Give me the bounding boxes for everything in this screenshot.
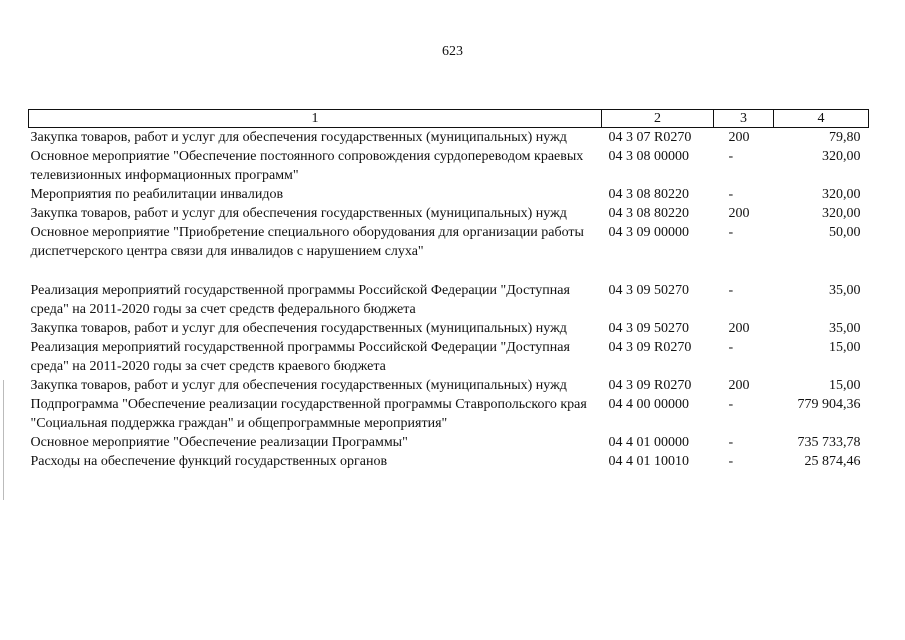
header-col-2: 2 xyxy=(602,110,714,128)
row-amount: 320,00 xyxy=(822,206,861,221)
table-row xyxy=(29,223,869,261)
row-amount: 15,00 xyxy=(829,378,861,393)
row-type: - xyxy=(728,397,734,412)
row-code: 04 3 09 50270 xyxy=(608,283,689,298)
row-name: Основное мероприятие "Приобретение специального оборудования для организации работы диспетчерского центра связи для инвалидов с нарушением слуха" xyxy=(30,225,584,259)
header-col-1: 1 xyxy=(29,110,602,128)
table-row xyxy=(29,185,869,204)
row-amount: 320,00 xyxy=(822,149,861,164)
row-name: Закупка товаров, работ и услуг для обеспечения государственных (муниципальных) нужд xyxy=(30,130,567,145)
row-amount: 735 733,78 xyxy=(797,435,861,450)
row-amount: 779 904,36 xyxy=(797,397,861,412)
table-row xyxy=(29,128,869,148)
table-row xyxy=(29,319,869,338)
row-type: 200 xyxy=(728,378,750,393)
page-number: 623 xyxy=(442,44,463,59)
row-code: 04 3 09 50270 xyxy=(608,321,689,336)
row-code: 04 3 08 00000 xyxy=(608,149,689,164)
header-col-3: 3 xyxy=(714,110,774,128)
table-row xyxy=(29,204,869,223)
table-row xyxy=(29,433,869,452)
row-type: 200 xyxy=(728,321,750,336)
row-amount: 320,00 xyxy=(822,187,861,202)
row-name: Закупка товаров, работ и услуг для обеспечения государственных (муниципальных) нужд xyxy=(30,378,567,393)
row-type: - xyxy=(728,149,734,164)
row-code: 04 3 09 R0270 xyxy=(608,340,692,355)
table-row xyxy=(29,376,869,395)
row-name: Основное мероприятие "Обеспечение реализации Программы" xyxy=(30,435,408,450)
table-row xyxy=(29,281,869,319)
row-name: Мероприятия по реабилитации инвалидов xyxy=(30,187,284,202)
row-name: Расходы на обеспечение функций государственных органов xyxy=(30,454,388,469)
row-name: Закупка товаров, работ и услуг для обеспечения государственных (муниципальных) нужд xyxy=(30,321,567,336)
row-name: Реализация мероприятий государственной программы Российской Федерации "Доступная среда" на 2011-2020 годы за счет средств федерального бюджета xyxy=(30,283,570,317)
budget-table xyxy=(28,109,869,471)
row-type: 200 xyxy=(728,130,750,145)
row-code: 04 3 08 80220 xyxy=(608,187,689,202)
row-amount: 79,80 xyxy=(829,130,861,145)
row-code: 04 3 09 00000 xyxy=(608,225,689,240)
row-type: - xyxy=(728,454,734,469)
row-name: Основное мероприятие "Обеспечение постоянного сопровождения сурдопереводом краевых телевизионных информационных программ" xyxy=(30,149,584,183)
row-amount: 35,00 xyxy=(829,283,861,298)
row-code: 04 3 08 80220 xyxy=(608,206,689,221)
row-type: - xyxy=(728,340,734,355)
row-amount: 25 874,46 xyxy=(804,454,861,469)
table-row xyxy=(29,395,869,433)
table-header-row xyxy=(29,110,869,128)
row-type: - xyxy=(728,225,734,240)
row-amount: 35,00 xyxy=(829,321,861,336)
row-code: 04 3 09 R0270 xyxy=(608,378,692,393)
table-row xyxy=(29,338,869,376)
row-code: 04 4 00 00000 xyxy=(608,397,689,412)
row-amount: 50,00 xyxy=(829,225,861,240)
margin-mark xyxy=(3,380,4,500)
table-row xyxy=(29,452,869,471)
table-row xyxy=(29,147,869,185)
row-type: - xyxy=(728,435,734,450)
header-col-4: 4 xyxy=(774,110,869,128)
row-code: 04 4 01 10010 xyxy=(608,454,689,469)
row-name: Реализация мероприятий государственной программы Российской Федерации "Доступная среда" на 2011-2020 годы за счет средств краевого бюджета xyxy=(30,340,570,374)
spacer-row xyxy=(29,261,869,281)
row-amount: 15,00 xyxy=(829,340,861,355)
row-name: Подпрограмма "Обеспечение реализации государственной программы Ставропольского края "Социальная поддержка граждан" и общепрограммные мероприятия" xyxy=(30,397,587,431)
row-type: - xyxy=(728,283,734,298)
row-code: 04 3 07 R0270 xyxy=(608,130,692,145)
row-code: 04 4 01 00000 xyxy=(608,435,689,450)
row-type: 200 xyxy=(728,206,750,221)
row-name: Закупка товаров, работ и услуг для обеспечения государственных (муниципальных) нужд xyxy=(30,206,567,221)
row-type: - xyxy=(728,187,734,202)
